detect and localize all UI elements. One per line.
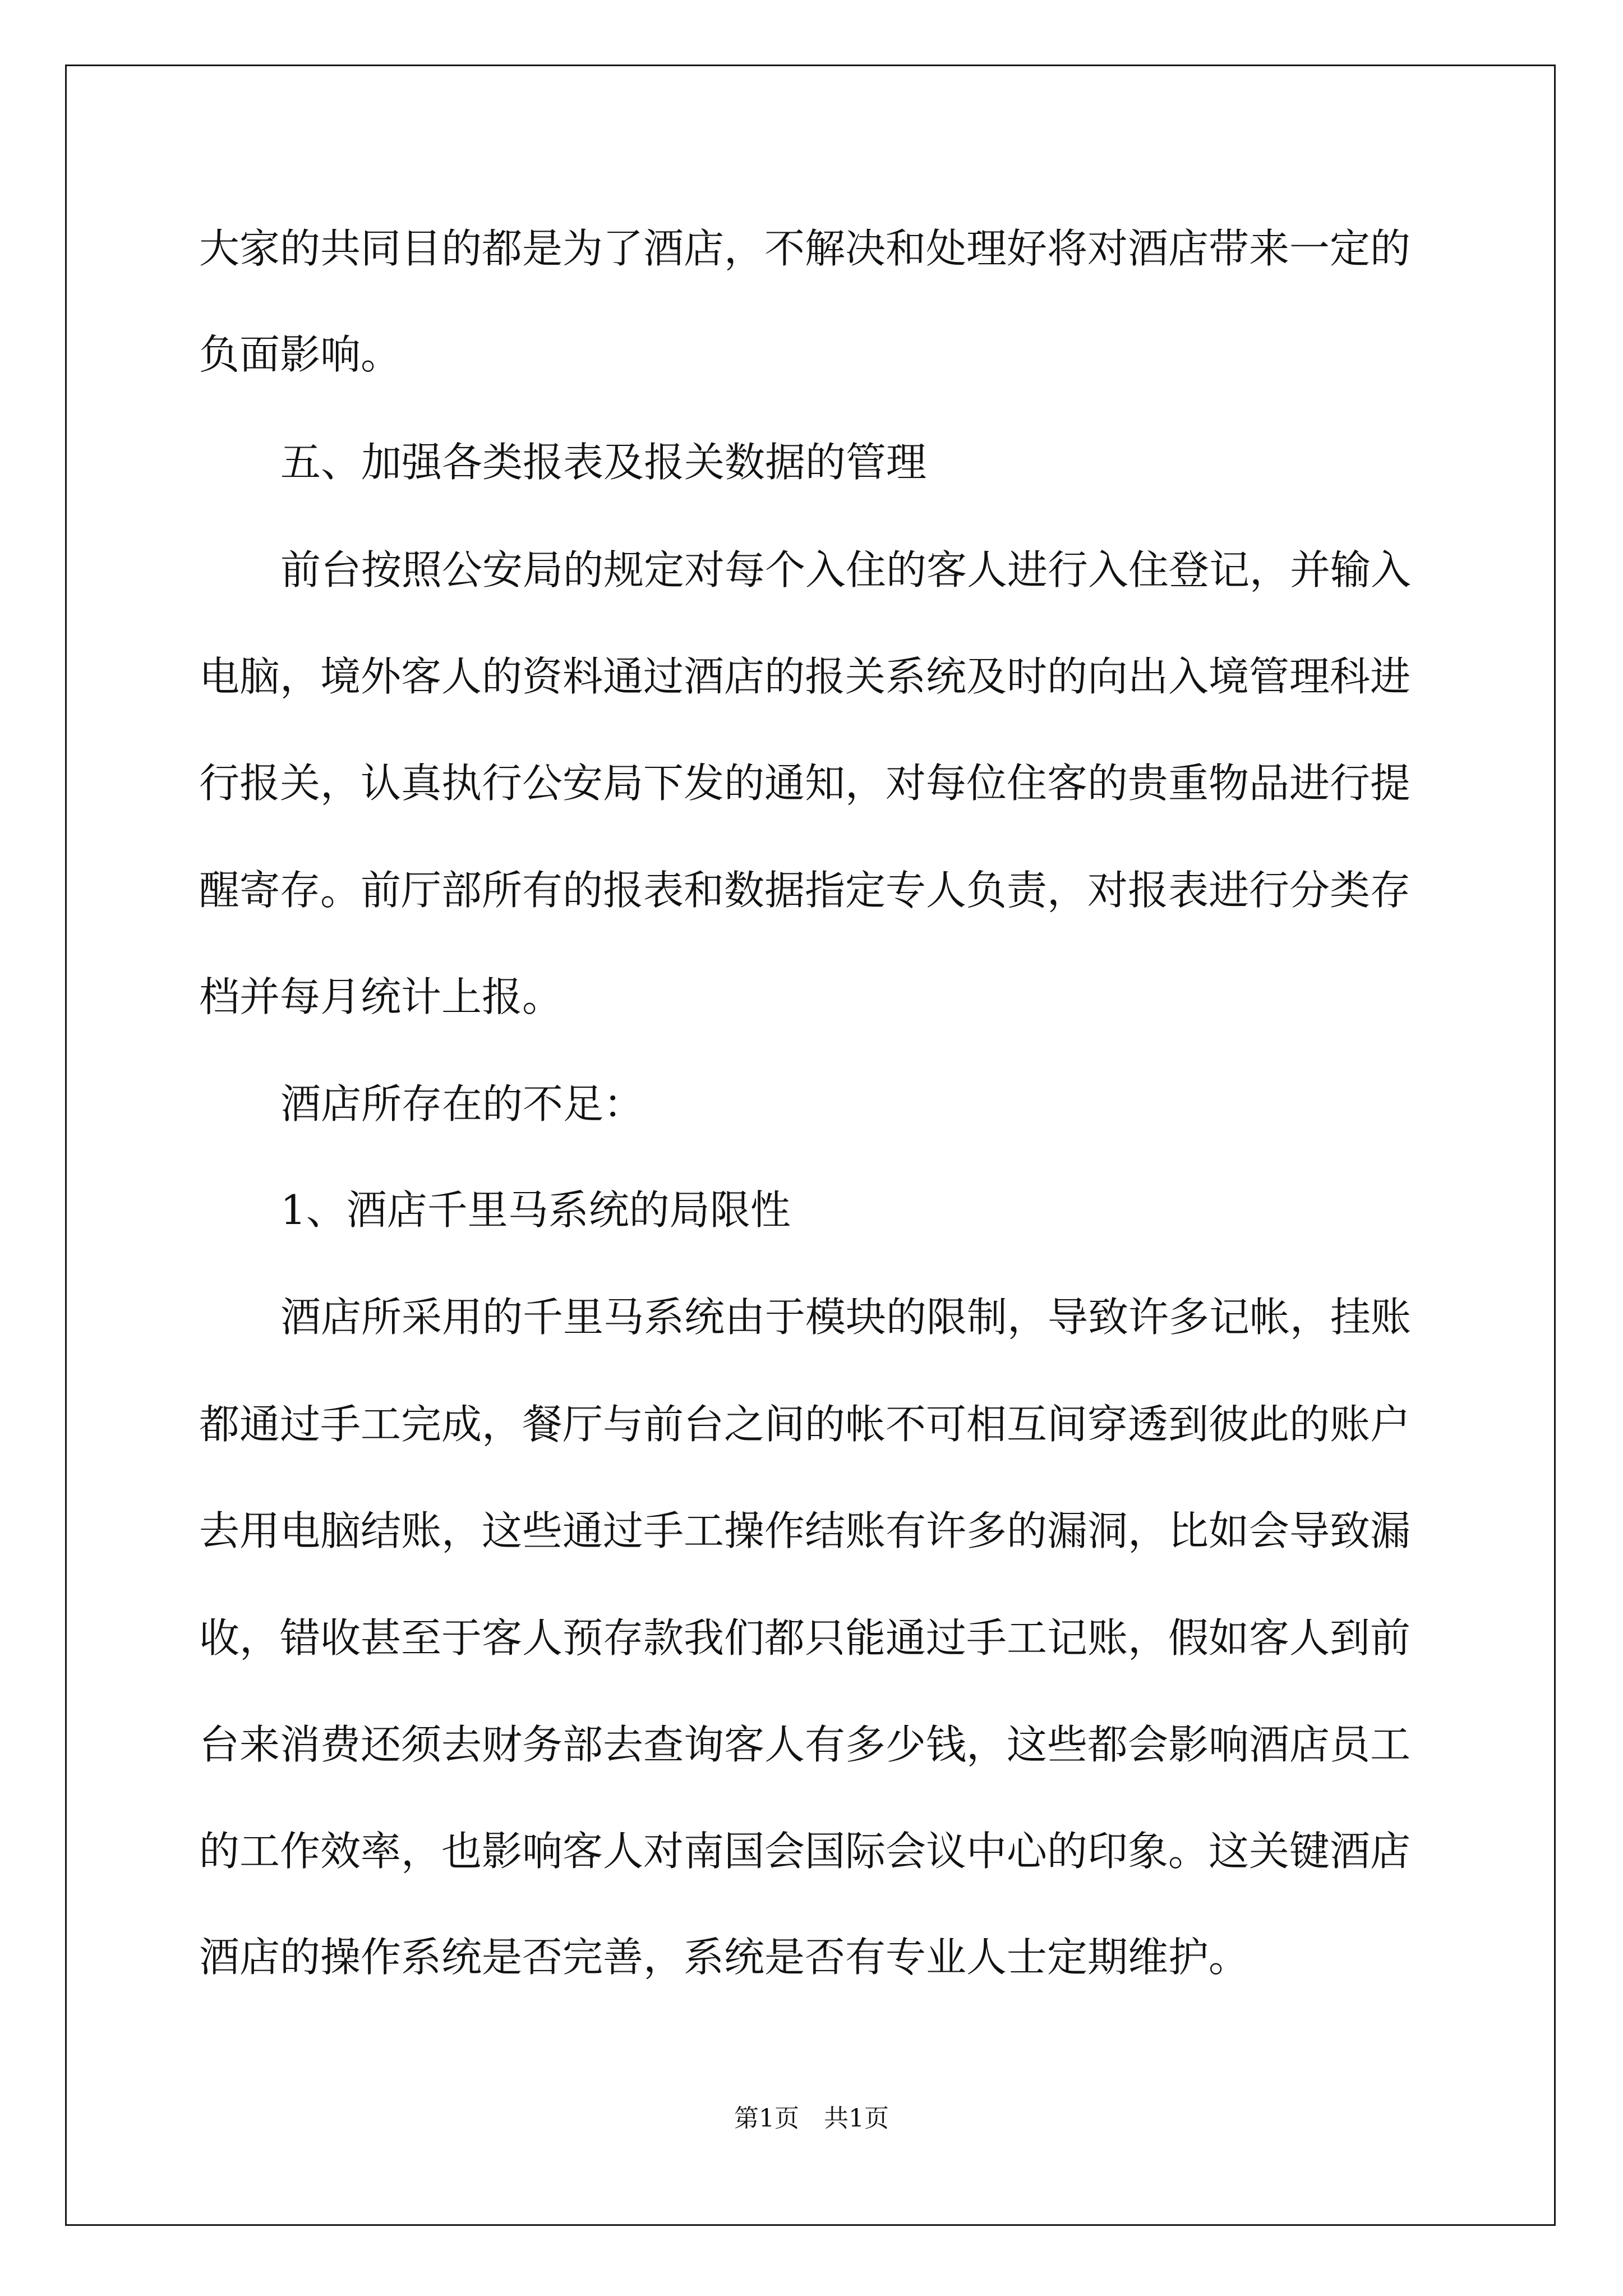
section-heading-5: 五、加强各类报表及报关数据的管理 [280, 439, 927, 486]
total-pages-label: 共1页 [824, 2104, 889, 2133]
body-line-1: 大家的共同目的都是为了酒店，不解决和处理好将对酒店带来一定的 [199, 225, 1411, 272]
body-line-16: 的工作效率，也影响客人对南国会国际会议中心的印象。这关键酒店 [199, 1828, 1411, 1875]
body-line-4: 前台按照公安局的规定对每个入住的客人进行入住登记，并输入 [280, 546, 1412, 593]
page-footer [0, 2102, 1623, 2136]
current-page-label: 第1页 [734, 2104, 799, 2133]
body-line-6: 行报关，认真执行公安局下发的通知，对每位住客的贵重物品进行提 [199, 760, 1411, 807]
body-line-11: 酒店所采用的千里马系统由于模块的限制，导致许多记帐，挂账 [280, 1294, 1412, 1341]
body-line-13: 去用电脑结账，这些通过手工操作结账有许多的漏洞，比如会导致漏 [199, 1507, 1411, 1554]
page-border [65, 65, 1556, 2226]
body-line-5: 电脑，境外客人的资料通过酒店的报关系统及时的向出入境管理科进 [199, 653, 1411, 700]
body-line-12: 都通过手工完成，餐厅与前台之间的帐不可相互间穿透到彼此的账户 [199, 1401, 1411, 1448]
subheading-shortcomings: 酒店所存在的不足： [280, 1080, 644, 1128]
body-line-7: 醒寄存。前厅部所有的报表和数据指定专人负责，对报表进行分类存 [199, 867, 1411, 914]
body-line-15: 台来消费还须去财务部去查询客人有多少钱，这些都会影响酒店员工 [199, 1721, 1411, 1768]
subheading-item-1: 1、酒店千里马系统的局限性 [280, 1186, 791, 1234]
body-line-8: 档并每月统计上报。 [199, 973, 563, 1020]
body-line-17: 酒店的操作系统是否完善，系统是否有专业人士定期维护。 [199, 1934, 1249, 1981]
body-line-2: 负面影响。 [199, 331, 402, 378]
body-line-14: 收，错收甚至于客人预存款我们都只能通过手工记账，假如客人到前 [199, 1614, 1411, 1662]
